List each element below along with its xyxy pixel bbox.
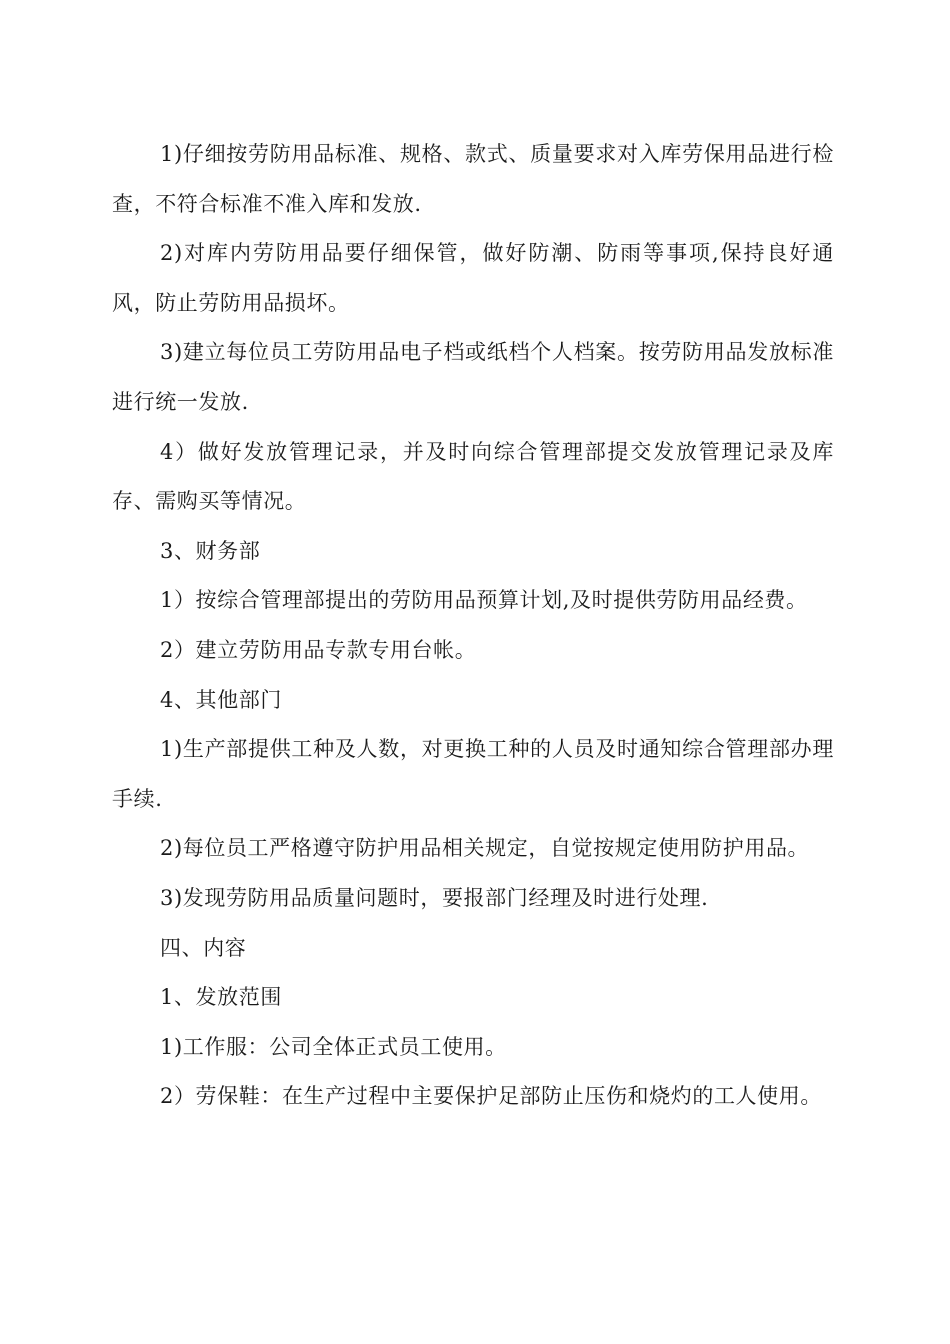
paragraph-employee-records: 3)建立每位员工劳防用品电子档或纸档个人档案。按劳防用品发放标准进行统一发放.	[112, 340, 834, 414]
heading-finance-department: 3、财务部	[160, 538, 261, 563]
paragraph-safety-shoes: 2）劳保鞋：在生产过程中主要保护足部防止压伤和烧灼的工人使用。	[160, 1084, 822, 1109]
paragraph-production-department: 1)生产部提供工种及人数，对更换工种的人员及时通知综合管理部办理手续.	[112, 737, 834, 811]
heading-distribution-scope: 1、发放范围	[160, 985, 282, 1010]
heading-other-departments: 4、其他部门	[160, 687, 282, 712]
paragraph-warehouse-storage: 2)对库内劳防用品要仔细保管，做好防潮、防雨等事项,保持良好通风，防止劳防用品损坏。	[112, 241, 834, 315]
paragraph-quality-issues: 3)发现劳防用品质量问题时，要报部门经理及时进行处理.	[160, 885, 709, 910]
paragraph-work-clothes: 1)工作服：公司全体正式员工使用。	[160, 1034, 507, 1059]
heading-content-section: 四、内容	[160, 935, 247, 960]
paragraph-distribution-records: 4）做好发放管理记录，并及时向综合管理部提交发放管理记录及库存、需购买等情况。	[112, 439, 834, 514]
paragraph-warehouse-inspection: 1)仔细按劳防用品标准、规格、款式、质量要求对入库劳保用品进行检查，不符合标准不准入库和发放.	[112, 142, 834, 216]
document-body	[112, 130, 834, 1122]
paragraph-finance-budget: 1）按综合管理部提出的劳防用品预算计划,及时提供劳防用品经费。	[160, 588, 808, 613]
paragraph-employee-compliance: 2)每位员工严格遵守防护用品相关规定，自觉按规定使用防护用品。	[160, 836, 810, 861]
paragraph-finance-ledger: 2）建立劳防用品专款专用台帐。	[160, 637, 477, 662]
